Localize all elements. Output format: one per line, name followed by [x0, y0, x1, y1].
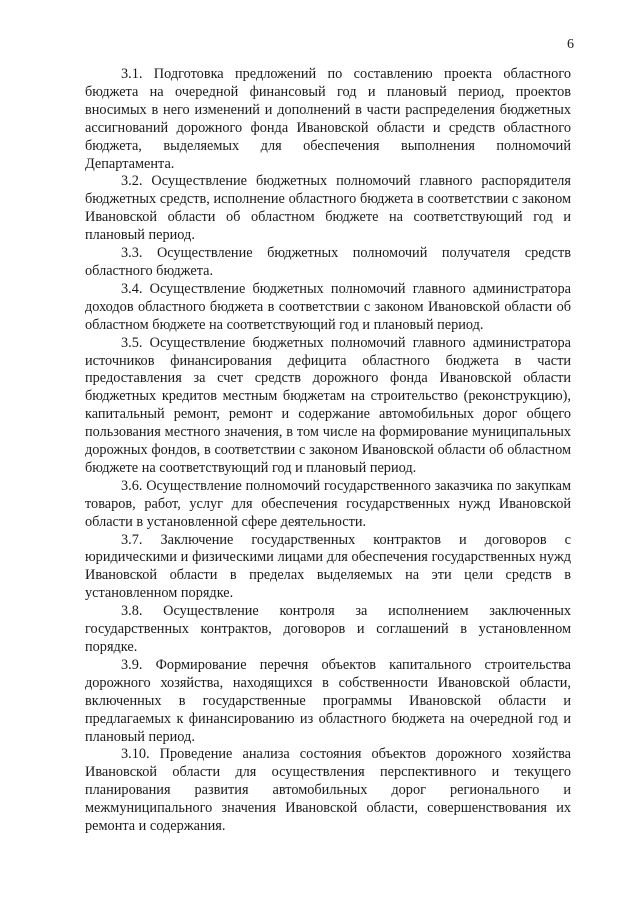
- paragraph-3-7: 3.7. Заключение государственных контрактов и договоров с юридическими и физическими лицами для обеспечения государственных нужд Ивановской области в пределах выделяемых на эти цели средств в установленном порядке.: [85, 531, 571, 602]
- paragraph-3-8: 3.8. Осуществление контроля за исполнением заключенных государственных контрактов, договоров и соглашений в установленном порядке.: [85, 603, 571, 655]
- paragraph-3-9: 3.9. Формирование перечня объектов капитального строительства дорожного хозяйства, находящихся в собственности Ивановской области, включенных в государственные программы Ивановской области и предлагаемых к финансированию из областного бюджета на очередной год и плановый период.: [85, 656, 571, 745]
- document-body: [85, 66, 571, 836]
- page-number: 6: [567, 37, 574, 52]
- paragraph-3-6: 3.6. Осуществление полномочий государственного заказчика по закупкам товаров, работ, услуг для обеспечения государственных нужд Ивановской области в установленной сфере деятельности.: [85, 477, 571, 530]
- paragraph-3-2: 3.2. Осуществление бюджетных полномочий главного распорядителя бюджетных средств, исполнение областного бюджета в соответствии с законом Ивановской области об областном бюджете на соответствующий год и плановый период.: [85, 173, 571, 244]
- paragraph-3-5: 3.5. Осуществление бюджетных полномочий главного администратора источников финансирования дефицита областного бюджета в части предоставления за счет средств дорожного фонда Ивановской области бюджетных кредитов местным бюджетам на строительство (реконструкцию), капитальный ремонт, ремонт и содержание автомобильных дорог общего пользования местного значения, в том числе на формирование муниципальных дорожных фондов, в соответствии с законом Ивановской области об областном бюджете на соответствующий год и плановый период.: [85, 334, 571, 476]
- paragraph-3-10: 3.10. Проведение анализа состояния объектов дорожного хозяйства Ивановской области для осуществления перспективного и текущего планирования развития автомобильных дорог регионального и межмуниципального значения Ивановской области, совершенствования их ремонта и содержания.: [85, 746, 571, 835]
- paragraph-3-4: 3.4. Осуществление бюджетных полномочий главного администратора доходов областного бюджета в соответствии с законом Ивановской области об областном бюджете на соответствующий год и плановый период.: [85, 280, 571, 333]
- paragraph-3-1: 3.1. Подготовка предложений по составлению проекта областного бюджета на очередной финансовый год и плановый период, проектов вносимых в него изменений и дополнений в части распределения бюджетных ассигнований дорожного фонда Ивановской области и средств областного бюджета, выделяемых для обеспечения выполнения полномочий Департамента.: [85, 66, 571, 172]
- paragraph-3-3: 3.3. Осуществление бюджетных полномочий получателя средств областного бюджета.: [85, 245, 571, 279]
